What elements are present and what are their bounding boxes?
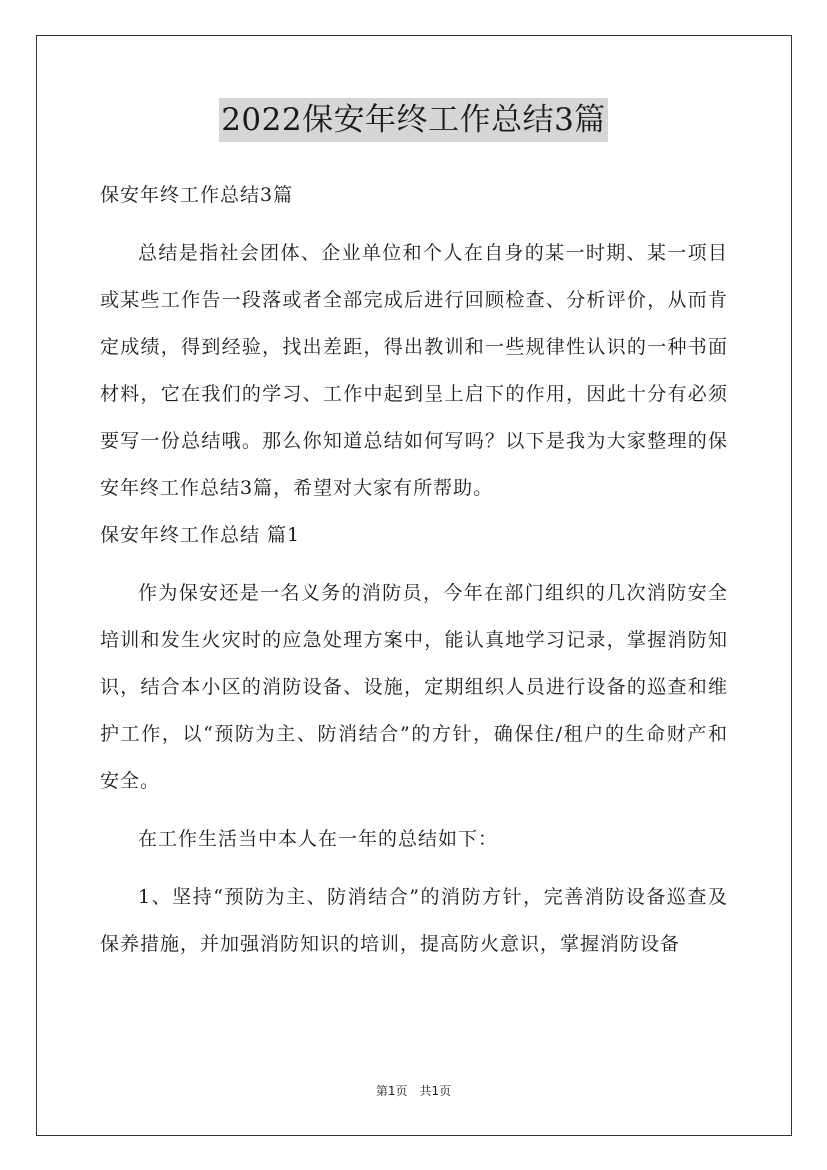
page-footer: 第1页 共1页 xyxy=(375,1084,452,1098)
intro-paragraph: 总结是指社会团体、企业单位和个人在自身的某一时期、某一项目或某些工作告一段落或者全部完成后进行回顾检查、分析评价，从而肯定成绩，得到经验，找出差距，得出教训和一些规律性认识的一种书面材料，它在我们的学习、工作中起到呈上启下的作用，因此十分有必须要写一份总结哦。那么你知道总结如何写吗？以下是我为大家整理的保安年终工作总结3篇，希望对大家有所帮助。 xyxy=(100,242,728,499)
document-body xyxy=(100,172,728,968)
subtitle: 保安年终工作总结3篇 xyxy=(100,184,294,206)
section-paragraph-1: 作为保安还是一名义务的消防员，今年在部门组织的几次消防安全培训和发生火灾时的应急处理方案中，能认真地学习记录，掌握消防知识，结合本小区的消防设备、设施，定期组织人员进行设备的巡查和维护工作，以“预防为主、防消结合”的方针，确保住/租户的生命财产和安全。 xyxy=(100,582,728,792)
title-container xyxy=(0,98,827,142)
section-paragraph-3: 1、坚持“预防为主、防消结合”的消防方针，完善消防设备巡查及保养措施，并加强消防知识的培训，提高防火意识，掌握消防设备 xyxy=(100,886,728,955)
section-paragraph-2: 在工作生活当中本人在一年的总结如下： xyxy=(138,828,499,850)
section-heading: 保安年终工作总结 篇1 xyxy=(100,524,301,546)
document-title: 2022保安年终工作总结3篇 xyxy=(219,98,608,142)
